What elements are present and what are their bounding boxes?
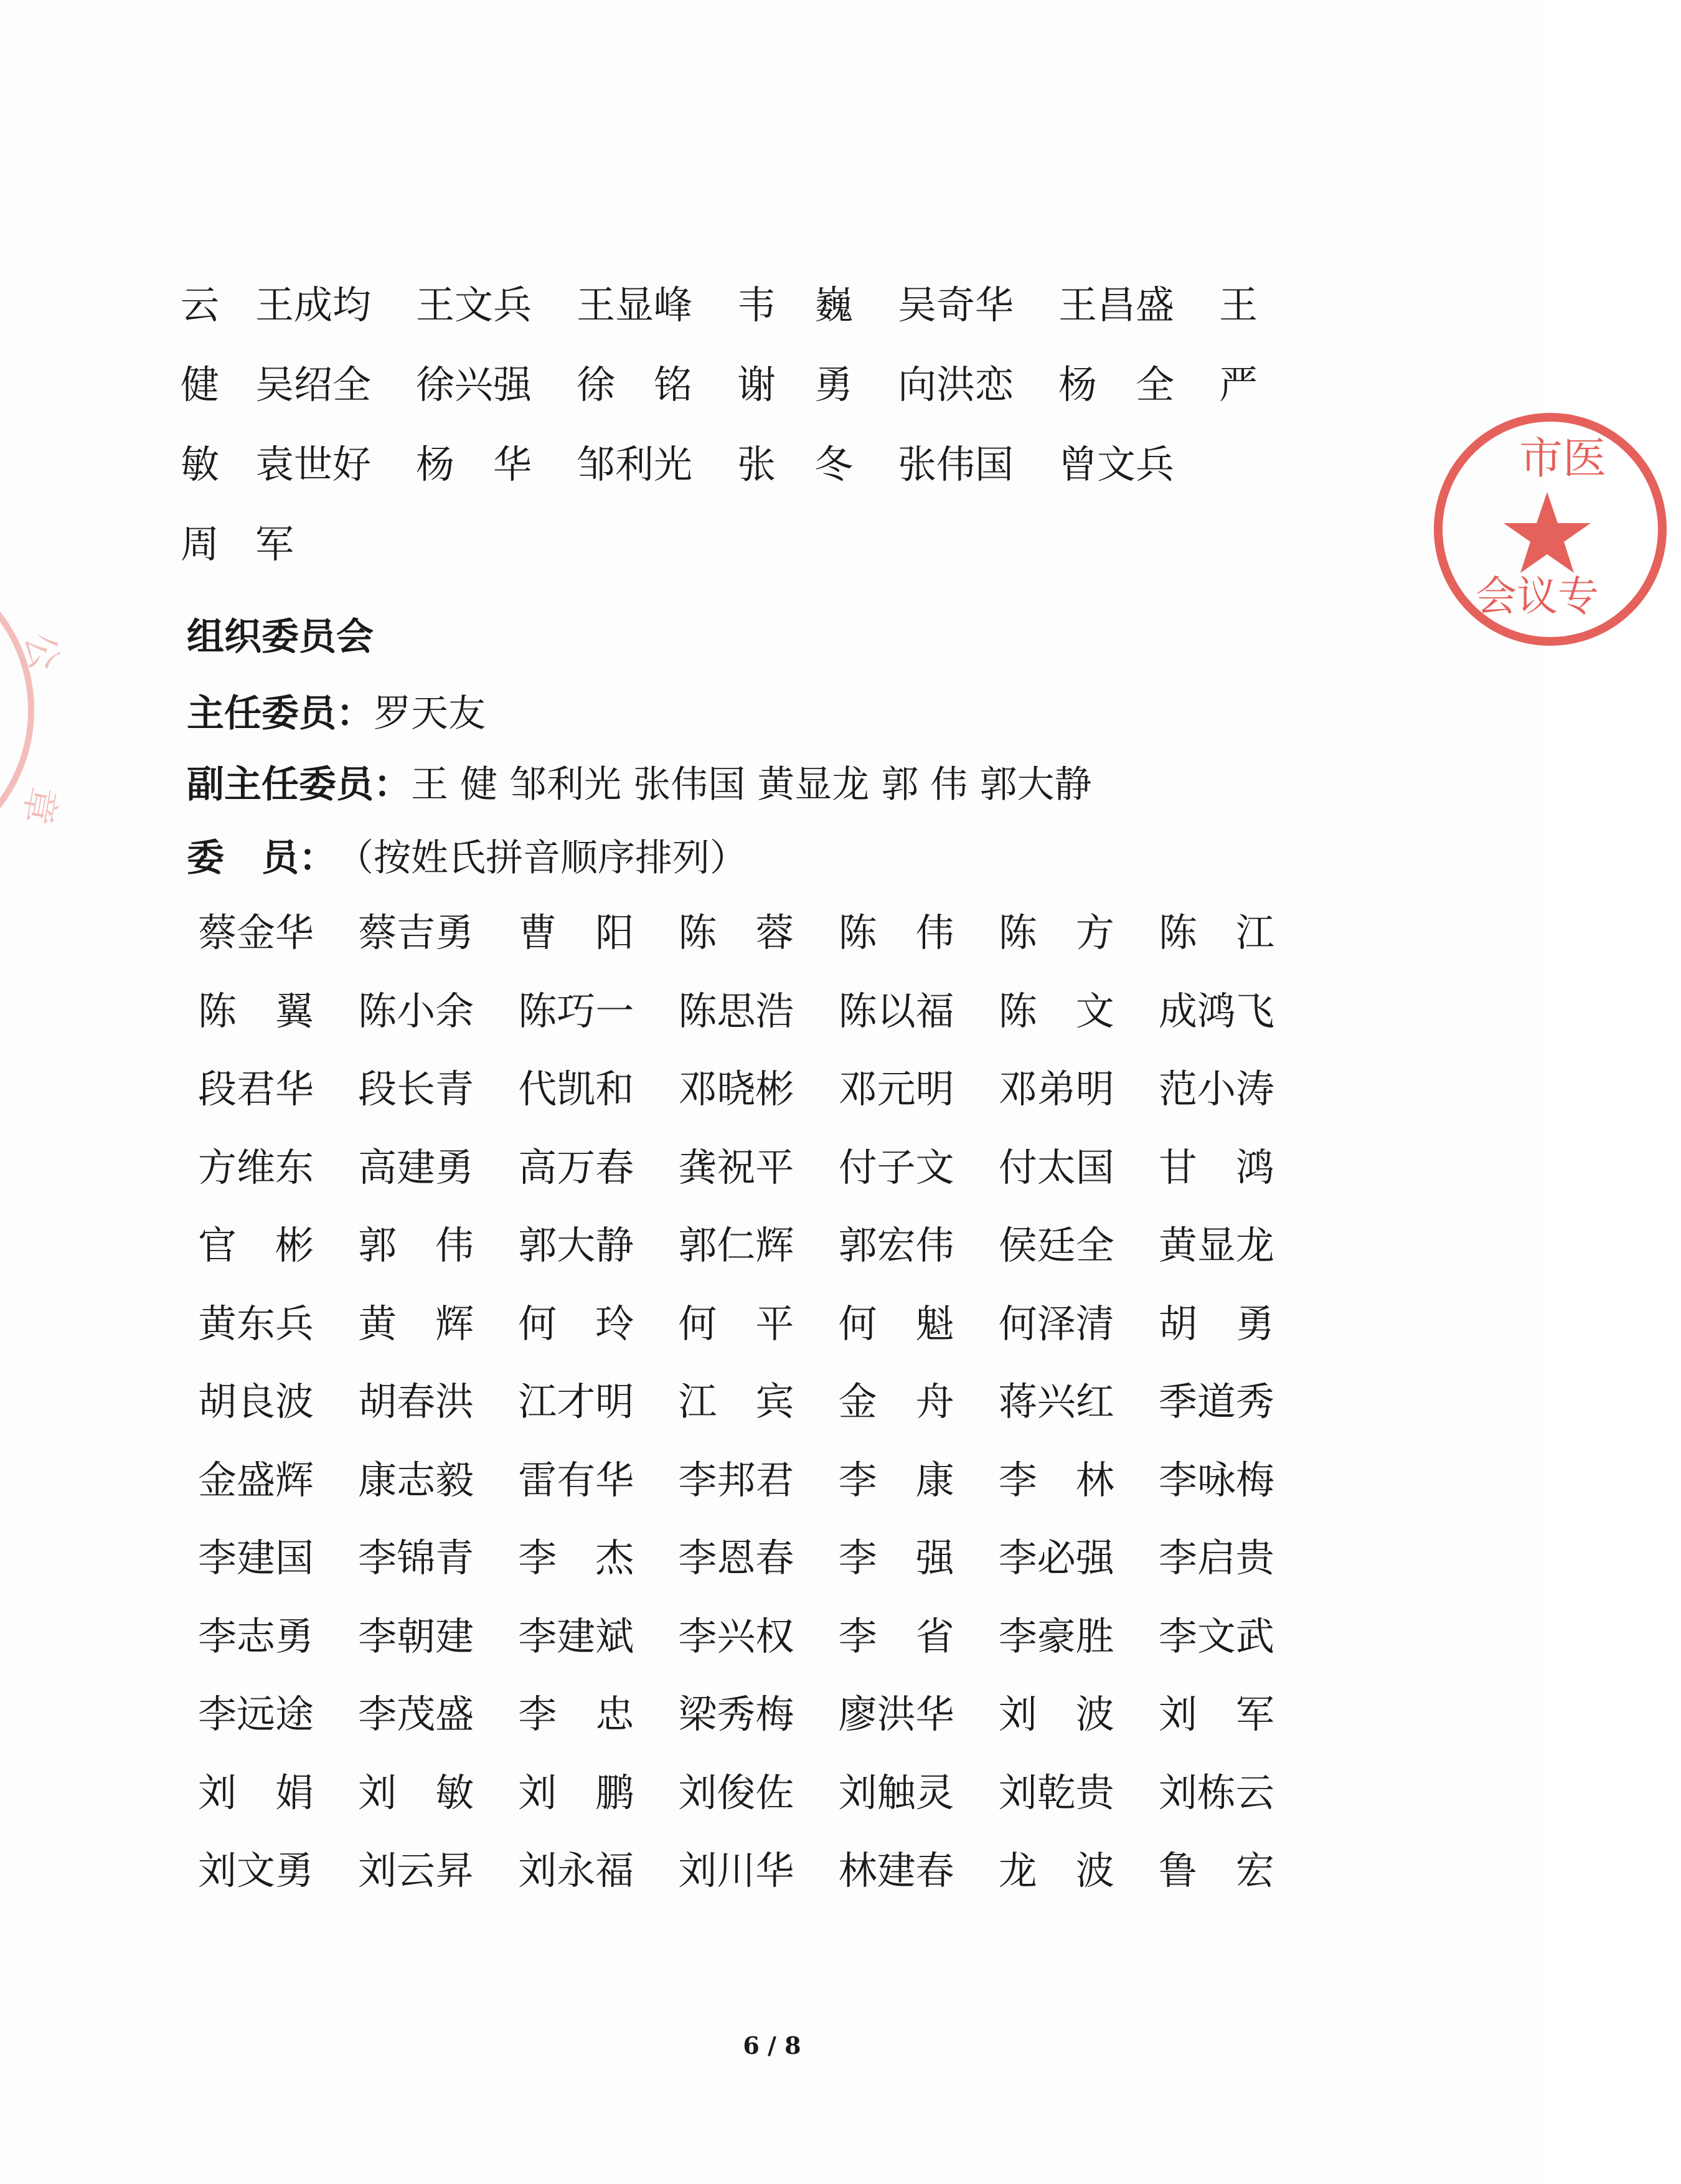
member-name: 李 康 — [838, 1457, 954, 1503]
member-name: 何泽清 — [998, 1300, 1114, 1346]
member-name: 蔡吉勇 — [358, 910, 474, 956]
member-name: 黄显龙 — [1158, 1222, 1274, 1269]
name-line — [181, 341, 1301, 421]
seal-text-top: 市医 — [1519, 433, 1606, 484]
member-name: 李兴权 — [678, 1613, 794, 1659]
member-name: 李 林 — [998, 1457, 1114, 1503]
member-name: 雷有华 — [518, 1457, 634, 1503]
member-name: 方维东 — [198, 1144, 314, 1190]
name-cell: 杨 华 — [416, 441, 532, 487]
name-line — [181, 262, 1301, 341]
member-name: 刘永福 — [518, 1848, 634, 1894]
name-cell: 杨 全 — [1058, 361, 1175, 407]
member-name: 侯廷全 — [998, 1222, 1114, 1269]
official-seal-stamp — [1420, 399, 1681, 660]
members-row — [198, 1047, 1319, 1125]
member-name: 龙 波 — [998, 1848, 1114, 1894]
members-row — [198, 1125, 1319, 1204]
member-name: 黄东兵 — [198, 1300, 314, 1346]
member-name: 廖洪华 — [838, 1691, 954, 1737]
vice-directors-label: 副主任委员： — [187, 763, 411, 806]
member-name: 李文武 — [1158, 1613, 1274, 1659]
member-name: 陈 江 — [1158, 910, 1274, 956]
name-cell: 谢 勇 — [737, 361, 854, 407]
member-name: 何 平 — [678, 1300, 794, 1346]
member-name: 邓晓彬 — [678, 1066, 794, 1112]
name-cell: 王显峰 — [577, 281, 693, 328]
name-cell: 王昌盛 — [1058, 281, 1175, 328]
member-name: 李志勇 — [198, 1613, 314, 1659]
member-name: 蒋兴红 — [998, 1379, 1114, 1425]
name-cell: 张伟国 — [898, 441, 1014, 487]
member-name: 刘 军 — [1158, 1691, 1274, 1737]
member-name: 胡春洪 — [358, 1379, 474, 1425]
member-name: 李 省 — [838, 1613, 954, 1659]
member-name: 江 宾 — [678, 1379, 794, 1425]
members-row — [198, 1516, 1319, 1594]
member-name: 刘文勇 — [198, 1848, 314, 1894]
member-name: 高建勇 — [358, 1144, 474, 1190]
member-name: 李建斌 — [518, 1613, 634, 1659]
member-name: 刘 敏 — [358, 1769, 474, 1815]
member-name: 李锦青 — [358, 1535, 474, 1581]
member-name: 刘栋云 — [1158, 1769, 1274, 1815]
member-name: 刘 鹏 — [518, 1769, 634, 1815]
name-cell: 敏 — [181, 441, 220, 487]
member-name: 刘川华 — [678, 1848, 794, 1894]
member-name: 郭宏伟 — [838, 1222, 954, 1269]
member-name: 李豪胜 — [998, 1613, 1114, 1659]
name-cell: 吴绍全 — [255, 361, 372, 407]
member-name: 陈 翼 — [198, 988, 314, 1034]
name-cell: 徐 铭 — [577, 361, 693, 407]
director-line — [187, 684, 486, 737]
member-name: 金 舟 — [838, 1379, 954, 1425]
members-label: 委 员： — [187, 836, 336, 880]
member-name: 黄 辉 — [358, 1300, 474, 1346]
name-line — [181, 501, 1301, 580]
name-cell: 袁世好 — [255, 441, 372, 487]
member-name: 刘 波 — [998, 1691, 1114, 1737]
member-name: 邓弟明 — [998, 1066, 1114, 1112]
member-name: 高万春 — [518, 1144, 634, 1190]
member-name: 季道秀 — [1158, 1379, 1274, 1425]
vice-directors-line — [187, 755, 1092, 808]
members-row — [198, 1438, 1319, 1516]
name-cell: 韦 巍 — [737, 281, 854, 328]
member-name: 陈巧一 — [518, 988, 634, 1034]
member-name: 蔡金华 — [198, 910, 314, 956]
member-name: 李 杰 — [518, 1535, 634, 1581]
members-header — [187, 828, 747, 882]
member-name: 鲁 宏 — [1158, 1848, 1274, 1894]
member-name: 江才明 — [518, 1379, 634, 1425]
member-name: 李 强 — [838, 1535, 954, 1581]
director-label: 主任委员： — [187, 692, 374, 735]
name-cell: 向洪恋 — [898, 361, 1014, 407]
member-name: 段君华 — [198, 1066, 314, 1112]
member-name: 李远途 — [198, 1691, 314, 1737]
member-name: 曹 阳 — [518, 910, 634, 956]
seal-text-bottom: 会议专 — [1476, 572, 1599, 620]
member-name: 李咏梅 — [1158, 1457, 1274, 1503]
member-name: 梁秀梅 — [678, 1691, 794, 1737]
member-name: 甘 鸿 — [1158, 1144, 1274, 1190]
members-row — [198, 1203, 1319, 1282]
members-note: （按姓氏拼音顺序排列） — [336, 836, 747, 880]
left-seal-fragment — [0, 536, 67, 884]
member-name: 付子文 — [838, 1144, 954, 1190]
seal-star-icon — [1504, 492, 1591, 573]
member-name: 李茂盛 — [358, 1691, 474, 1737]
member-name: 刘 娟 — [198, 1769, 314, 1815]
member-name: 付太国 — [998, 1144, 1114, 1190]
member-name: 陈 伟 — [838, 910, 954, 956]
previous-committee-names — [181, 262, 1301, 580]
member-name: 金盛辉 — [198, 1457, 314, 1503]
member-name: 李启贵 — [1158, 1535, 1274, 1581]
name-cell: 邹利光 — [577, 441, 693, 487]
name-cell: 严 — [1219, 361, 1258, 407]
member-name: 李必强 — [998, 1535, 1114, 1581]
name-cell: 徐兴强 — [416, 361, 532, 407]
name-line — [181, 421, 1301, 501]
members-row — [198, 1282, 1319, 1360]
name-cell: 王成均 — [255, 281, 372, 328]
member-name: 代凯和 — [518, 1066, 634, 1112]
member-name: 郭大静 — [518, 1222, 634, 1269]
member-name: 范小涛 — [1158, 1066, 1274, 1112]
member-name: 官 彬 — [198, 1222, 314, 1269]
member-name: 邓元明 — [838, 1066, 954, 1112]
member-name: 李恩春 — [678, 1535, 794, 1581]
members-list — [198, 891, 1319, 1907]
member-name: 李 忠 — [518, 1691, 634, 1737]
name-cell: 军 — [255, 521, 294, 567]
member-name: 胡良波 — [198, 1379, 314, 1425]
member-name: 刘俊佐 — [678, 1769, 794, 1815]
member-name: 龚祝平 — [678, 1144, 794, 1190]
members-row — [198, 1828, 1319, 1907]
name-cell: 健 — [181, 361, 220, 407]
member-name: 成鸿飞 — [1158, 988, 1274, 1034]
members-row — [198, 1359, 1319, 1438]
member-name: 胡 勇 — [1158, 1300, 1274, 1346]
member-name: 陈以福 — [838, 988, 954, 1034]
member-name: 何 玲 — [518, 1300, 634, 1346]
member-name: 陈 方 — [998, 910, 1114, 956]
members-row — [198, 1751, 1319, 1829]
member-name: 李建国 — [198, 1535, 314, 1581]
members-row — [198, 969, 1319, 1047]
page-number: 6 / 8 — [743, 2031, 801, 2059]
member-name: 何 魁 — [838, 1300, 954, 1346]
name-cell: 张 冬 — [737, 441, 854, 487]
member-name: 林建春 — [838, 1848, 954, 1894]
member-name: 李朝建 — [358, 1613, 474, 1659]
members-row — [198, 1594, 1319, 1673]
name-cell: 云 — [181, 281, 220, 328]
director-name: 罗天友 — [374, 692, 486, 735]
vice-directors-names: 王 健 邹利光 张伟国 黄显龙 郭 伟 郭大静 — [411, 763, 1092, 806]
member-name: 郭 伟 — [358, 1222, 474, 1269]
members-row — [198, 891, 1319, 969]
member-name: 段长青 — [358, 1066, 474, 1112]
member-name: 李邦君 — [678, 1457, 794, 1503]
member-name: 刘云昇 — [358, 1848, 474, 1894]
left-seal-text: 章 — [14, 783, 64, 828]
member-name: 刘触灵 — [838, 1769, 954, 1815]
member-name: 刘乾贵 — [998, 1769, 1114, 1815]
member-name: 陈思浩 — [678, 988, 794, 1034]
name-cell: 王文兵 — [416, 281, 532, 328]
member-name: 陈 文 — [998, 988, 1114, 1034]
name-cell: 周 — [181, 521, 220, 567]
member-name: 康志毅 — [358, 1457, 474, 1503]
name-cell: 王 — [1219, 281, 1258, 328]
member-name: 陈小余 — [358, 988, 474, 1034]
members-row — [198, 1672, 1319, 1751]
section-title: 组织委员会 — [187, 615, 374, 659]
name-cell: 吴奇华 — [898, 281, 1014, 328]
member-name: 郭仁辉 — [678, 1222, 794, 1269]
name-cell: 曾文兵 — [1058, 441, 1175, 487]
member-name: 陈 蓉 — [678, 910, 794, 956]
left-seal-text: 公 — [16, 629, 67, 674]
